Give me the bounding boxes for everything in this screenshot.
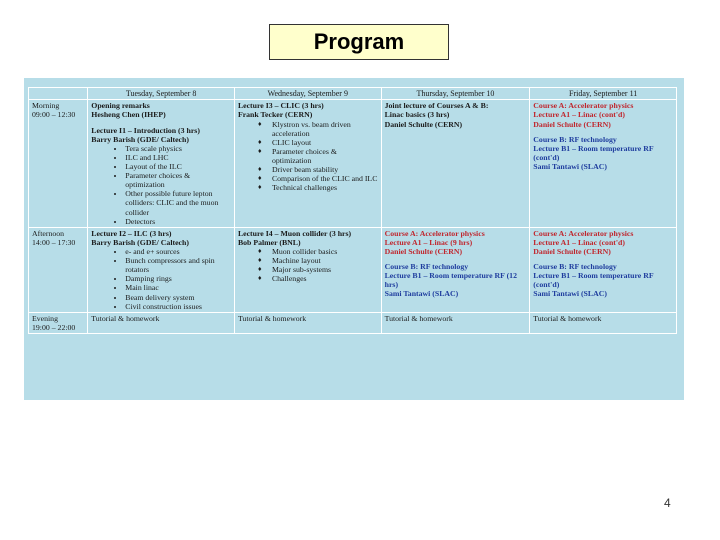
cell-speaker: Barry Barish (GDE/ Caltech) — [91, 237, 189, 247]
topic-item: • Other possible future lepton colliders: CLIC and the muon collider — [125, 189, 231, 216]
course-b-title: Course B: RF technology — [533, 134, 617, 144]
cell-lecture: Lecture I4 – Muon collider (3 hrs) — [237, 228, 352, 238]
topic-item: ♦ Driver beam stability — [258, 165, 378, 174]
course-a-title: Course A: Accelerator physics — [533, 101, 634, 111]
topic-list — [238, 120, 378, 193]
thu-morning-cell — [381, 100, 530, 227]
topic-list — [238, 247, 378, 283]
page-title: Program — [269, 24, 449, 60]
topic-item: • Main linac — [125, 283, 231, 292]
session-name: Afternoon — [32, 228, 65, 238]
topic-item: ♦ Klystron vs. beam driven acceleration — [258, 120, 378, 138]
header-corner — [29, 88, 88, 100]
session-name: Morning — [32, 101, 60, 111]
course-a-lecture: Lecture A1 – Linac (cont'd) — [533, 237, 625, 247]
course-a-lecture: Lecture A1 – Linac (9 hrs) — [384, 237, 473, 247]
page-number: 4 — [664, 496, 671, 510]
topic-item: • Bunch compressors and spin rotators — [125, 256, 231, 274]
morning-row — [29, 100, 677, 227]
topic-item: ♦ Machine layout — [258, 256, 378, 265]
cell-lecture: Joint lecture of Courses A & B: — [384, 101, 489, 111]
evening-label-cell — [29, 312, 88, 333]
topic-item: ♦ Muon collider basics — [258, 247, 378, 256]
course-b-lecture: Lecture B1 – Room temperature RF (cont'd) — [533, 143, 654, 162]
course-b-lecture: Lecture B1 – Room temperature RF (12 hrs) — [384, 271, 517, 290]
course-a-speaker: Daniel Schulte (CERN) — [384, 247, 463, 256]
course-b-title: Course B: RF technology — [384, 262, 469, 272]
wed-afternoon-cell — [234, 227, 381, 312]
session-name: Evening — [32, 313, 58, 323]
topic-item: • Beam delivery system — [125, 293, 231, 302]
tue-morning-cell — [88, 100, 235, 227]
header-row — [29, 88, 677, 100]
course-a-speaker: Daniel Schulte (CERN) — [533, 119, 611, 129]
course-b-title: Course B: RF technology — [533, 262, 617, 272]
course-b-speaker: Sami Tantawi (SLAC) — [533, 289, 607, 299]
topic-item: • e- and e+ sources — [125, 247, 231, 256]
header-wednesday: Wednesday, September 9 — [234, 88, 381, 100]
topic-item: • Parameter choices & optimization — [125, 171, 231, 189]
schedule-table — [28, 87, 677, 334]
course-a-speaker: Daniel Schulte (CERN) — [533, 247, 611, 256]
topic-list — [91, 247, 231, 311]
afternoon-row — [29, 227, 677, 312]
topic-item: • Civil construction issues — [125, 302, 231, 311]
session-time: 09:00 – 12:30 — [32, 110, 76, 120]
course-b-lecture: Lecture B1 – Room temperature RF (cont'd) — [533, 271, 654, 290]
tue-afternoon-cell — [88, 227, 235, 312]
header-thursday: Thursday, September 10 — [381, 88, 530, 100]
course-a-lecture: Lecture A1 – Linac (cont'd) — [533, 110, 625, 120]
schedule-panel — [24, 78, 684, 400]
topic-item: • Damping rings — [125, 274, 231, 283]
cell-speaker: Bob Palmer (BNL) — [237, 237, 301, 247]
course-a-title: Course A: Accelerator physics — [384, 228, 485, 238]
cell-speaker: Hesheng Chen (IHEP) — [91, 110, 166, 120]
topic-item: ♦ Comparison of the CLIC and ILC — [258, 174, 378, 183]
tue-evening-cell: Tutorial & homework — [88, 312, 235, 333]
evening-row — [29, 312, 677, 333]
topic-item: • Tera scale physics — [125, 144, 231, 153]
cell-speaker: Frank Tecker (CERN) — [237, 110, 313, 120]
course-b-speaker: Sami Tantawi (SLAC) — [384, 289, 459, 299]
header-tuesday: Tuesday, September 8 — [88, 88, 235, 100]
cell-lecture: Lecture I2 – ILC (3 hrs) — [91, 228, 172, 238]
header-friday: Friday, September 11 — [530, 88, 677, 100]
topic-item: • ILC and LHC — [125, 153, 231, 162]
fri-morning-cell — [530, 100, 677, 227]
morning-label-cell — [29, 100, 88, 227]
thu-afternoon-cell — [381, 227, 530, 312]
course-a-title: Course A: Accelerator physics — [533, 228, 634, 238]
course-b-speaker: Sami Tantawi (SLAC) — [533, 162, 607, 172]
topic-item: ♦ Technical challenges — [258, 183, 378, 192]
topic-item: ♦ Challenges — [258, 274, 378, 283]
topic-item: ♦ Parameter choices & optimization — [258, 147, 378, 165]
session-time: 19:00 – 22:00 — [32, 322, 76, 332]
fri-afternoon-cell — [530, 227, 677, 312]
topic-item: ♦ Major sub-systems — [258, 265, 378, 274]
session-time: 14:00 – 17:30 — [32, 237, 76, 247]
cell-lecture: Lecture I3 – CLIC (3 hrs) — [237, 101, 324, 111]
cell-topic: Linac basics (3 hrs) — [384, 110, 450, 120]
afternoon-label-cell — [29, 227, 88, 312]
topic-item: ♦ CLIC layout — [258, 138, 378, 147]
wed-morning-cell — [234, 100, 381, 227]
fri-evening-cell: Tutorial & homework — [530, 312, 677, 333]
wed-evening-cell: Tutorial & homework — [234, 312, 381, 333]
cell-speaker: Daniel Schulte (CERN) — [384, 119, 463, 129]
topic-list — [91, 144, 231, 226]
thu-evening-cell: Tutorial & homework — [381, 312, 530, 333]
topic-item: • Detectors — [125, 217, 231, 226]
cell-title: Opening remarks — [91, 101, 150, 111]
topic-item: • Layout of the ILC — [125, 162, 231, 171]
cell-speaker: Barry Barish (GDE/ Caltech) — [91, 134, 189, 144]
cell-lecture: Lecture I1 – Introduction (3 hrs) — [91, 125, 200, 135]
